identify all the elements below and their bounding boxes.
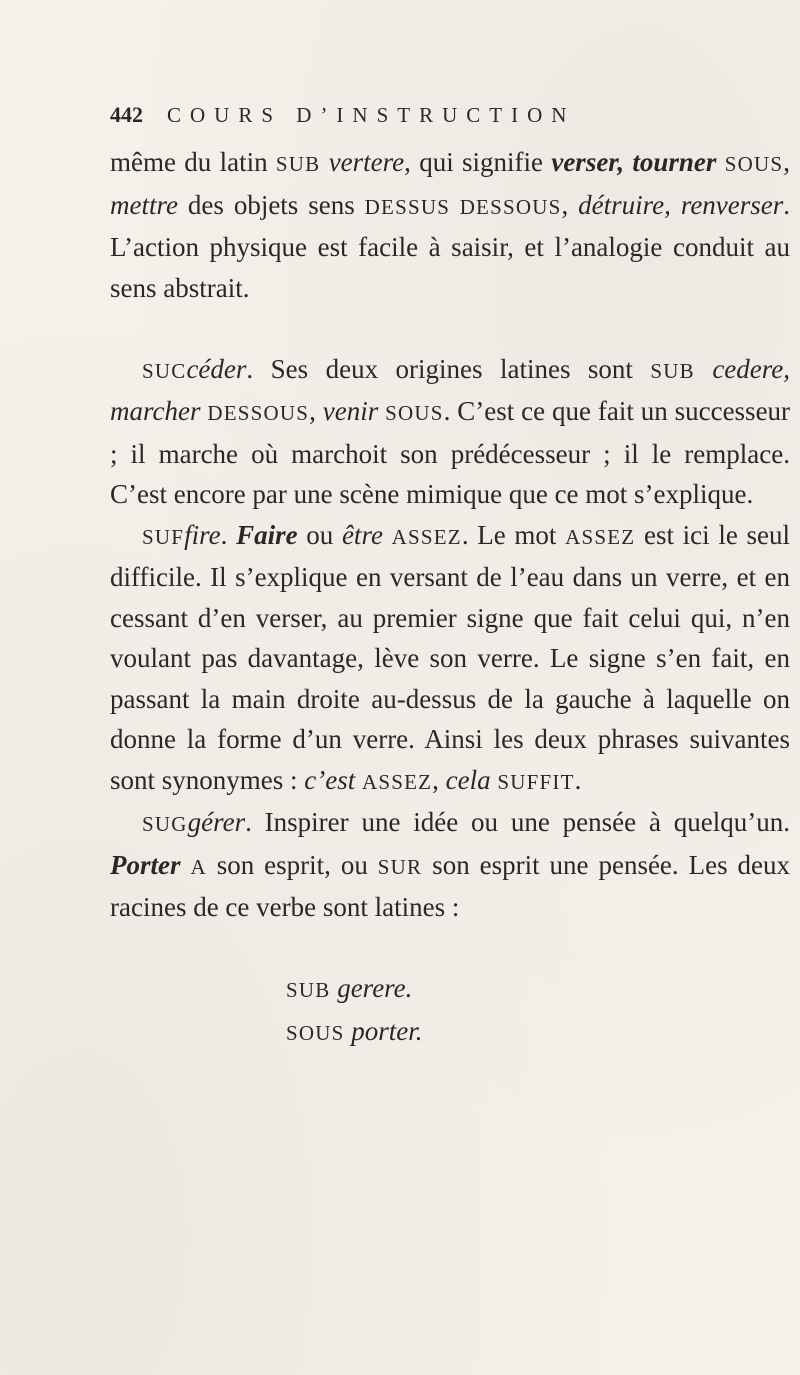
paragraph-verser: même du latin SUB vertere, qui signifie verser, tourner SOUS, mettre des objets sens DESSUS DESSOUS, détruire, renverser. L’action physique est facile à saisir, et l’analogie conduit au sens abstrait. [110, 147, 791, 303]
page-number: 442 [110, 102, 143, 127]
running-head: COURS D’INSTRUCTION [167, 103, 576, 127]
paragraph-succeder: SUCcéder. Ses deux origines latines sont SUB cedere, marcher DESSOUS, venir SOUS. C’est ce que fait un successeur ; il marche où marchoit son prédécesseur ; il le remplace. C’est encore par une scène mimique que ce mot s’explique. [110, 353, 791, 509]
paragraph-gap [110, 928, 790, 969]
body-text [110, 142, 790, 1053]
paragraph-suggerer: SUGgérer. Inspirer une idée ou une pensée à quelqu’un. Porter A son esprit, ou SUR son esprit une pensée. Les deux racines de ce verbe sont latines : [110, 807, 791, 922]
latin-root-line: SOUS porter. [286, 1015, 423, 1046]
paragraph-suffire: SUFfire. Faire ou être ASSEZ. Le mot ASSEZ est ici le seul difficile. Il s’explique en versant de l’eau dans un verre, et en cessant d’en verser, au premier signe que fait celui qui, n’en voulant pas davantage, lève son verre. Le signe s’en fait, en passant la main droite au-dessus de la gauche à laquelle on donne la forme d’un verre. Ainsi les deux phrases suivantes sont synonymes : c’est ASSEZ, cela SUFFIT. [110, 519, 790, 795]
paragraph-gap [110, 308, 790, 349]
page-header [110, 102, 720, 142]
latin-root-line: SUB gerere. [286, 973, 413, 1003]
